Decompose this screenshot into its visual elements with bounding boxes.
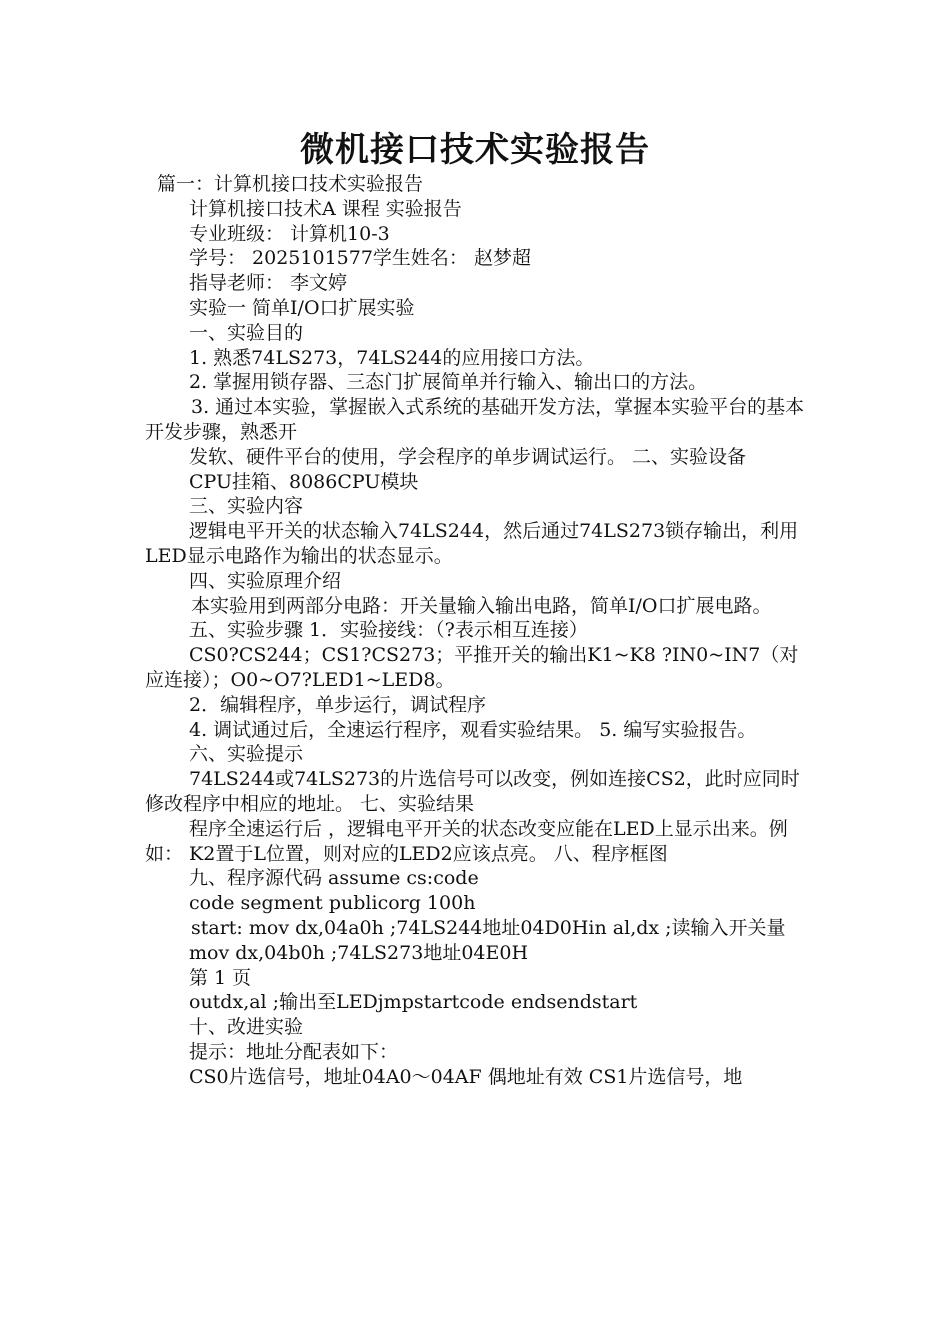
section-principle-heading: 四、实验原理介绍	[189, 569, 342, 592]
section-hints-heading: 六、实验提示	[189, 743, 304, 766]
code-line-1: code segment publicorg 100h	[189, 892, 476, 915]
step-2-line: 2．编辑程序，单步运行，调试程序	[189, 693, 487, 716]
improve-hint-line: 提示：地址分配表如下：	[189, 1040, 399, 1063]
document-title: 微机接口技术实验报告	[300, 130, 650, 170]
code-line-4: outdx,al ;输出至LEDjmpstartcode endsendstart	[189, 991, 638, 1014]
document-body	[145, 172, 810, 1089]
address-table-line: CS0片选信号，地址04A0～04AF 偶地址有效 CS1片选信号，地	[189, 1065, 743, 1088]
advisor-line: 指导老师： 李文婷	[189, 272, 348, 295]
code-line-2: start: mov dx,04a0h ;74LS244地址04D0Hin al,dx ;读输入开关量	[191, 916, 786, 939]
report-header-line: 计算机接口技术A 课程 实验报告	[189, 197, 462, 220]
content-paragraph: 逻辑电平开关的状态输入74LS244，然后通过74LS273锁存输出，利用LED显示电路作为输出的状态显示。	[145, 520, 799, 567]
purpose-item-3: 3. 通过本实验，掌握嵌入式系统的基础开发方法，掌握本实验平台的基本开发步骤，熟悉开	[145, 396, 805, 443]
hints-paragraph: 74LS244或74LS273的片选信号可以改变，例如连接CS2，此时应同时修改程序中相应的地址。 七、实验结果	[145, 768, 800, 815]
purpose-item-2: 2. 掌握用锁存器、三态门扩展简单并行输入、输出口的方法。	[189, 371, 708, 394]
section-heading: 篇一：计算机接口技术实验报告	[157, 173, 424, 195]
section-purpose-heading: 一、实验目的	[189, 321, 304, 344]
principle-paragraph: 本实验用到两部分电路：开关量输入输出电路，简单I/O口扩展电路。	[191, 594, 772, 617]
equipment-line: CPU挂箱、8086CPU模块	[189, 470, 419, 493]
source-code-heading: 九、程序源代码 assume cs:code	[189, 867, 479, 890]
student-info-line: 学号： 2025101577学生姓名： 赵梦超	[189, 247, 531, 270]
wiring-paragraph: CS0?CS244；CS1?CS273；平推开关的输出K1~K8 ?IN0~IN7（对应连接）；O0~O7?LED1~LED8。	[145, 644, 799, 691]
page-number: 第 1 页	[189, 966, 252, 989]
step-4-5-line: 4. 调试通过后，全速运行程序，观看实验结果。 5. 编写实验报告。	[189, 718, 757, 741]
experiment-title: 实验一 简单I/O口扩展实验	[189, 296, 415, 319]
code-line-3: mov dx,04b0h ;74LS273地址04E0H	[189, 941, 529, 964]
purpose-item-3-cont: 发软、硬件平台的使用，学会程序的单步调试运行。 二、实验设备	[189, 445, 747, 468]
section-improve-heading: 十、改进实验	[189, 1016, 304, 1039]
purpose-item-1: 1. 熟悉74LS273，74LS244的应用接口方法。	[189, 346, 595, 369]
steps-heading: 五、实验步骤 1．实验接线：（?表示相互连接）	[189, 619, 588, 642]
results-paragraph: 程序全速运行后 ，逻辑电平开关的状态改变应能在LED上显示出来。例如： K2置于L位置，则对应的LED2应该点亮。 八、程序框图	[145, 817, 788, 865]
class-info-line: 专业班级： 计算机10-3	[189, 222, 390, 245]
section-content-heading: 三、实验内容	[189, 495, 304, 518]
